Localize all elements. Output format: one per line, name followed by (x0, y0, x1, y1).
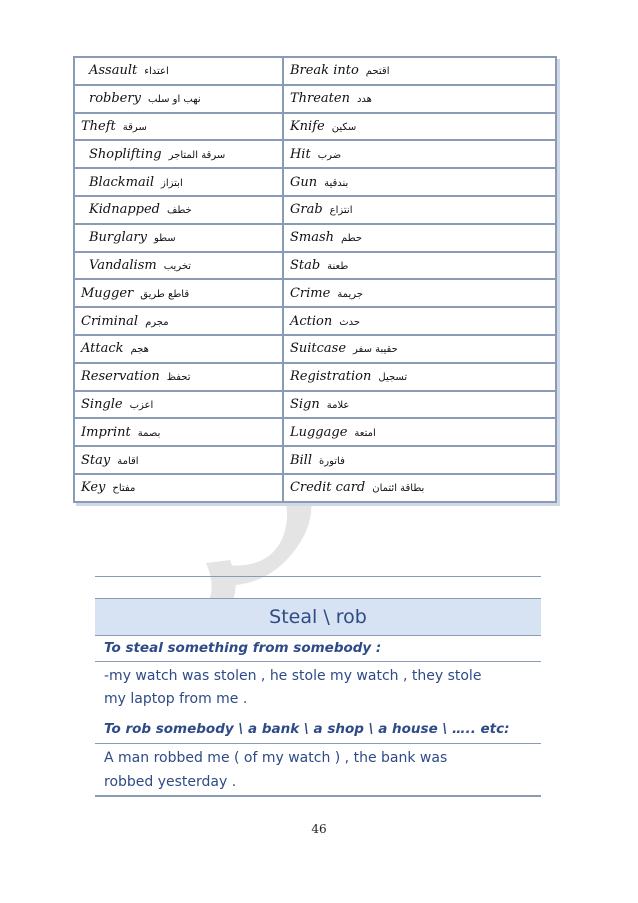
english-word: Blackmail (89, 174, 155, 190)
english-word: Break into (289, 63, 359, 79)
english-word: Grab (289, 202, 323, 218)
english-word: Shoplifting (89, 146, 162, 162)
vocab-row (74, 474, 556, 502)
english-word: Gun (289, 174, 318, 190)
arabic-translation: علامة (326, 399, 350, 411)
english-word: Attack (81, 341, 124, 357)
english-word: Vandalism (89, 257, 157, 273)
english-word: Single (81, 396, 123, 412)
arabic-translation: اقامة (117, 455, 139, 467)
vocab-cell-right (283, 418, 556, 446)
english-word: Luggage (289, 424, 348, 440)
vocab-cell-right (283, 85, 556, 113)
vocab-cell-left (74, 391, 283, 419)
vocab-cell-left (74, 113, 283, 141)
vocab-cell-left (74, 474, 283, 502)
vocab-row (74, 307, 556, 335)
vocab-row (74, 196, 556, 224)
arabic-translation: نهب او سلب (147, 94, 201, 106)
arabic-translation: سكين (331, 121, 357, 133)
vocab-row (74, 418, 556, 446)
vocab-cell-left (74, 418, 283, 446)
page-number: 46 (311, 822, 327, 836)
arabic-translation: قاطع طريق (140, 288, 190, 300)
english-word: Key (81, 480, 106, 496)
arabic-translation: مفتاح (112, 483, 136, 495)
arabic-translation: حدث (339, 316, 361, 328)
divider-top (95, 576, 541, 577)
arabic-translation: انتزاع (329, 205, 353, 217)
english-word: Theft (81, 118, 116, 134)
steal-example-2: my laptop from me . (104, 691, 248, 707)
vocab-cell-left (74, 279, 283, 307)
divider (95, 743, 541, 744)
english-word: Suitcase (289, 341, 347, 357)
vocab-cell-left (74, 85, 283, 113)
arabic-translation: هدد (356, 94, 372, 106)
vocab-row (74, 57, 556, 85)
vocab-cell-left (74, 57, 283, 85)
vocab-row (74, 279, 556, 307)
english-word: Assault (89, 63, 138, 79)
english-word: Action (289, 313, 333, 329)
english-word: Crime (289, 285, 331, 301)
arabic-translation: خطف (166, 205, 192, 217)
english-word: Bill (289, 452, 312, 468)
vocab-cell-left (74, 140, 283, 168)
english-word: Criminal (81, 313, 139, 329)
vocab-cell-right (283, 474, 556, 502)
vocabulary-table (73, 56, 557, 503)
arabic-translation: بطاقة ائتمان (372, 483, 425, 495)
vocab-row (74, 363, 556, 391)
vocab-cell-right (283, 57, 556, 85)
english-word: Stab (289, 257, 321, 273)
vocab-cell-left (74, 196, 283, 224)
arabic-translation: هجم (130, 344, 149, 356)
vocab-row (74, 113, 556, 141)
vocab-cell-right (283, 252, 556, 280)
vocab-cell-left (74, 307, 283, 335)
arabic-translation: حقيبة سفر (353, 344, 398, 356)
vocab-cell-right (283, 224, 556, 252)
arabic-translation: اقتحم (365, 66, 390, 78)
arabic-translation: جريمة (337, 288, 363, 300)
vocab-cell-left (74, 224, 283, 252)
arabic-translation: سرقة (122, 121, 147, 133)
english-word: Registration (289, 369, 372, 385)
english-word: Mugger (81, 285, 134, 301)
english-word: Kidnapped (89, 202, 160, 218)
vocab-row (74, 391, 556, 419)
english-word: Imprint (81, 424, 131, 440)
vocab-cell-right (283, 113, 556, 141)
steal-rob-heading: Steal \ rob (95, 598, 541, 636)
vocab-cell-left (74, 335, 283, 363)
vocab-cell-right (283, 363, 556, 391)
vocab-cell-right (283, 335, 556, 363)
vocab-cell-left (74, 446, 283, 474)
steal-rule: To steal something from somebody : (104, 640, 382, 656)
rob-example-2: robbed yesterday . (104, 774, 237, 790)
arabic-translation: سرقة المتاجر (168, 149, 226, 161)
vocab-cell-right (283, 196, 556, 224)
vocab-cell-left (74, 168, 283, 196)
arabic-translation: فاتورة (319, 455, 345, 467)
vocab-cell-right (283, 391, 556, 419)
rob-rule: To rob somebody \ a bank \ a shop \ a house \ ….. etc: (104, 721, 510, 737)
arabic-translation: ضرب (317, 149, 342, 161)
vocab-row (74, 85, 556, 113)
vocab-row (74, 446, 556, 474)
arabic-translation: حطم (341, 233, 363, 245)
vocab-cell-left (74, 363, 283, 391)
english-word: Reservation (81, 369, 160, 385)
vocab-row (74, 140, 556, 168)
arabic-translation: امتعة (354, 427, 376, 439)
arabic-translation: سطو (153, 233, 176, 245)
arabic-translation: بصمة (137, 427, 161, 439)
steal-example-1: -my watch was stolen , he stole my watch , they stole (104, 668, 482, 684)
arabic-translation: بندقية (324, 177, 349, 189)
vocab-cell-right (283, 307, 556, 335)
english-word: Stay (81, 452, 111, 468)
arabic-translation: ابتزاز (161, 177, 183, 189)
vocab-row (74, 224, 556, 252)
english-word: Threaten (289, 91, 350, 107)
divider-bottom (95, 795, 541, 797)
english-word: robbery (89, 91, 141, 107)
vocab-row (74, 252, 556, 280)
arabic-translation: مجرم (145, 316, 169, 328)
arabic-translation: تحفظ (166, 372, 191, 384)
rob-example-1: A man robbed me ( of my watch ) , the bank was (104, 750, 448, 766)
english-word: Knife (289, 118, 325, 134)
vocab-row (74, 335, 556, 363)
english-word: Hit (289, 146, 311, 162)
arabic-translation: تسجيل (378, 372, 408, 384)
vocab-cell-right (283, 168, 556, 196)
arabic-translation: اعزب (129, 399, 154, 411)
english-word: Sign (289, 396, 320, 412)
vocab-cell-right (283, 446, 556, 474)
vocab-cell-right (283, 279, 556, 307)
english-word: Credit card (289, 480, 366, 496)
divider (95, 661, 541, 662)
arabic-translation: اعتداء (144, 66, 169, 78)
vocab-cell-right (283, 140, 556, 168)
english-word: Burglary (89, 230, 147, 246)
vocab-cell-left (74, 252, 283, 280)
english-word: Smash (289, 230, 334, 246)
arabic-translation: طعنة (327, 260, 349, 272)
arabic-translation: تخريب (163, 260, 192, 272)
vocab-row (74, 168, 556, 196)
